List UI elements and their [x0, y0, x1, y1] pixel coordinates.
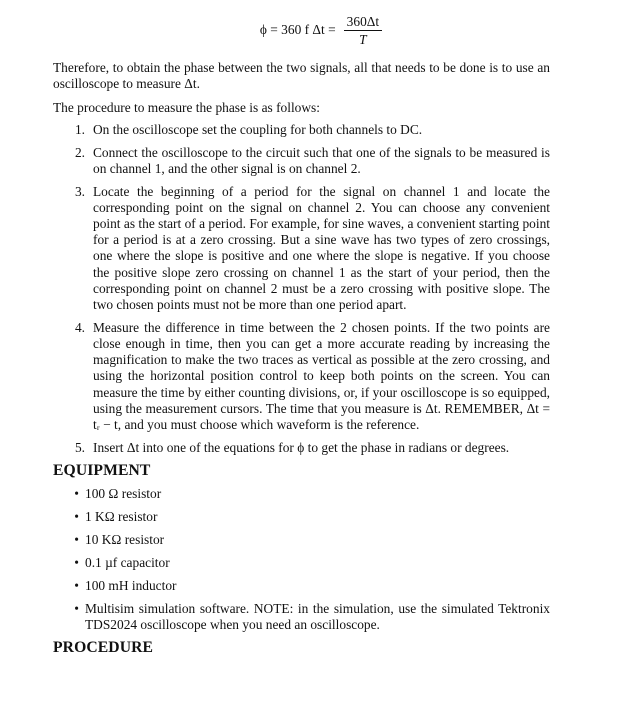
bullet-icon: •: [74, 486, 79, 501]
step-number: 1.: [74, 122, 85, 137]
bullet-icon: •: [74, 555, 79, 570]
bullet-icon: •: [74, 509, 79, 524]
bullet-icon: •: [74, 578, 79, 593]
equation-lhs: ϕ = 360 f Δt =: [259, 22, 336, 38]
list-item: [53, 601, 550, 633]
list-item: [53, 486, 550, 502]
list-item: [53, 555, 550, 571]
step-text: On the oscilloscope set the coupling for both channels to DC.: [93, 122, 423, 137]
step-text: Insert Δt into one of the equations for ϕ to get the phase in radians or degrees.: [93, 439, 510, 455]
list-item: [53, 440, 550, 456]
list-item: [53, 122, 550, 138]
step-text: Measure the difference in time between the 2 chosen points. If the two points are close enough in time, then you can get a more accurate reading by increasing the magnification to make the two traces as vertical as possible at the zero crossing, and using the horizontal position control to keep both points on the screen. You can measure the time by either counting divisions, or, if your oscilloscope is so equipped, using the measurement cursors. The time that you measure is Δt. REMEMBER, Δt = tᵣ − t, and you must choose which waveform is the reference.: [93, 319, 550, 432]
intro-paragraph: Therefore, to obtain the phase between the two signals, all that needs to be done is to use an oscilloscope to measure Δt.: [53, 60, 550, 92]
equipment-text: 10 KΩ resistor: [85, 532, 165, 547]
procedure-heading: PROCEDURE: [53, 639, 154, 656]
step-text: Locate the beginning of a period for the signal on channel 1 and locate the corresponding point on the signal on channel 2. You can choose any convenient point as the start of a period. For example, for sine waves, a convenient starting point for a period is at a zero crossing. But a sine wave has two types of zero crossings, one where the slope is positive and one where the slope is negative. If you choose the positive slope zero crossing on channel 1 as the start of your period, then the corresponding point on channel 2 must be a zero crossing with positive slope. The two chosen points must not be more than one period apart.: [93, 183, 550, 313]
equipment-text: 0.1 µf capacitor: [85, 555, 170, 570]
procedure-steps-list: [53, 122, 550, 462]
list-item: [53, 509, 550, 525]
equipment-text: 100 mH inductor: [85, 578, 177, 593]
bullet-icon: •: [74, 601, 79, 616]
equipment-text: Multisim simulation software. NOTE: in the simulation, use the simulated Tektronix TDS2024 oscilloscope when you need an oscilloscope.: [85, 601, 550, 633]
step-text: Connect the oscilloscope to the circuit such that one of the signals to be measured is on channel 1, and the other signal is on channel 2.: [93, 144, 550, 176]
list-item: [53, 145, 550, 177]
list-item: [53, 578, 550, 594]
equation-fraction: [344, 14, 382, 47]
fraction-denominator: T: [359, 32, 367, 47]
step-number: 5.: [74, 439, 85, 455]
fraction-numerator: 360Δt: [344, 14, 382, 31]
step-number: 4.: [74, 319, 85, 335]
list-item: [53, 184, 550, 314]
bullet-icon: •: [74, 532, 79, 547]
procedure-intro: The procedure to measure the phase is as follows:: [53, 100, 320, 115]
equipment-text: 100 Ω resistor: [85, 486, 162, 501]
list-item: [53, 532, 550, 548]
equipment-heading: EQUIPMENT: [53, 462, 151, 479]
phase-equation: [0, 14, 642, 47]
list-item: [53, 320, 550, 433]
equipment-text: 1 KΩ resistor: [85, 509, 158, 524]
step-number: 2.: [74, 144, 85, 160]
equipment-list: [53, 486, 550, 640]
step-number: 3.: [74, 183, 85, 199]
